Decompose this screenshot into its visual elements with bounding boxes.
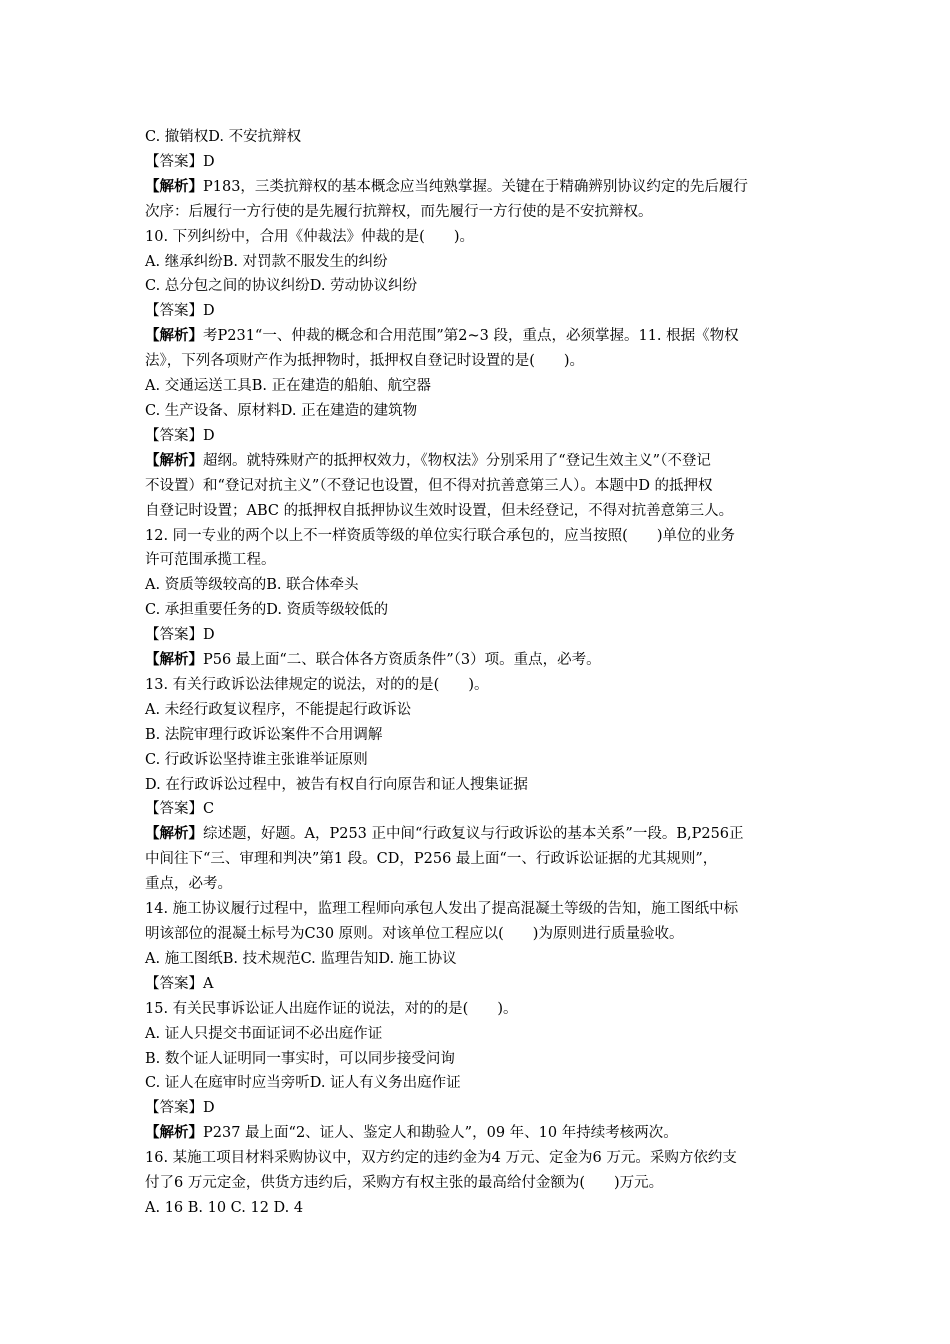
option-line: C. 撤销权D. 不安抗辩权 [145,129,302,145]
question-line: 16. 某施工项目材料采购协议中，双方约定的违约金为4 万元、定金为6 万元。采购方依约支 [145,1150,737,1167]
analysis-label: 【解析】 [145,177,203,195]
answer-line: 【答案】A [145,975,214,992]
option-line: D. 在行政诉讼过程中，被告有权自行向原告和证人搜集证据 [145,776,528,793]
analysis-line [145,822,840,847]
answer-line: 【答案】D [145,1100,215,1117]
analysis-line [145,175,840,200]
analysis-continuation: 自登记时设置；ABC 的抵押权自抵押协议生效时设置，但未经登记，不得对抗善意第三人。 [145,502,734,519]
answer-line: 【答案】D [145,303,215,320]
option-line: A. 资质等级较高的B. 联合体牵头 [145,577,359,594]
analysis-text: P56 最上面“二、联合体各方资质条件”（3）项。重点，必考。 [203,652,601,669]
option-line: A. 16 B. 10 C. 12 D. 4 [145,1199,304,1216]
question-line: 15. 有关民事诉讼证人出庭作证的说法，对的的是( )。 [145,1000,518,1017]
question-line: 10. 下列纠纷中，合用《仲裁法》仲裁的是( )。 [145,228,474,245]
option-line: A. 未经行政复议程序，不能提起行政诉讼 [145,701,412,718]
question-line: 14. 施工协议履行过程中，监理工程师向承包人发出了提高混凝土等级的告知，施工图纸中标 [145,901,739,918]
analysis-label: 【解析】 [145,451,203,469]
option-line: C. 总分包之间的协议纠纷D. 劳动协议纠纷 [145,278,418,295]
analysis-label: 【解析】 [145,651,203,669]
answer-line: 【答案】D [145,427,215,444]
analysis-label: 【解析】 [145,825,203,843]
question-continuation: 付了6 万元定金，供货方违约后，采购方有权主张的最高给付金额为( )万元。 [145,1175,664,1192]
document-page [145,125,840,1221]
option-line: A. 交通运送工具B. 正在建造的船舶、航空器 [145,378,432,395]
analysis-continuation: 次序：后履行一方行使的是先履行抗辩权，而先履行一方行使的是不安抗辩权。 [145,203,653,220]
answer-line: 【答案】D [145,627,215,644]
analysis-line [145,324,840,349]
question-continuation: 许可范围承揽工程。 [145,552,276,569]
analysis-line [145,648,840,673]
option-line: A. 证人只提交书面证词不必出庭作证 [145,1025,383,1042]
analysis-line [145,449,840,474]
question-line: 13. 有关行政诉讼法律规定的说法，对的的是( )。 [145,676,489,693]
question-line: 12. 同一专业的两个以上不一样资质等级的单位实行联合承包的，应当按照( )单位的业务 [145,527,735,544]
question-continuation: 明该部位的混凝土标号为C30 原则。对该单位工程应以( )为原则进行质量验收。 [145,926,684,942]
question-continuation: 法》，下列各项财产作为抵押物时，抵押权自登记时设置的是( )。 [145,353,585,370]
option-line: B. 数个证人证明同一事实时，可以同步接受问询 [145,1050,455,1067]
analysis-text: 综述题，好题。A，P253 正中间“行政复议与行政诉讼的基本关系”一段。B,P256正 [203,826,744,843]
analysis-label: 【解析】 [145,327,203,345]
answer-line: 【答案】C [145,801,215,818]
option-line: B. 法院审理行政诉讼案件不合用调解 [145,726,383,743]
option-line: C. 承担重要任务的D. 资质等级较低的 [145,602,389,619]
analysis-continuation: 不设置）和“登记对抗主义”（不登记也设置，但不得对抗善意第三人）。本题中D 的抵押权 [145,477,713,494]
analysis-text: P183，三类抗辩权的基本概念应当纯熟掌握。关键在于精确辨别协议约定的先后履行 [203,178,748,195]
analysis-line [145,1121,840,1146]
option-line: A. 继承纠纷B. 对罚款不服发生的纠纷 [145,253,388,270]
option-line: C. 生产设备、原材料D. 正在建造的建筑物 [145,402,418,419]
option-line: C. 行政诉讼坚持谁主张谁举证原则 [145,751,368,768]
analysis-continuation: 重点，必考。 [145,876,232,893]
analysis-continuation: 中间往下“三、审理和判决”第1 段。CD，P256 最上面“一、行政诉讼证据的尤其规则”， [145,851,718,868]
analysis-label: 【解析】 [145,1124,203,1142]
analysis-text: P237 最上面“2、证人、鉴定人和勘验人”，09 年、10 年持续考核两次。 [203,1125,678,1142]
option-line: A. 施工图纸B. 技术规范C. 监理告知D. 施工协议 [145,950,457,967]
analysis-text: 超纲。就特殊财产的抵押权效力，《物权法》分别采用了“登记生效主义”（不登记 [203,452,711,469]
analysis-text: 考P231“一、仲裁的概念和合用范围”第2~3 段，重点，必须掌握。11. 根据《物权 [203,328,739,345]
option-line: C. 证人在庭审时应当旁听D. 证人有义务出庭作证 [145,1075,461,1092]
answer-line: 【答案】D [145,153,215,170]
